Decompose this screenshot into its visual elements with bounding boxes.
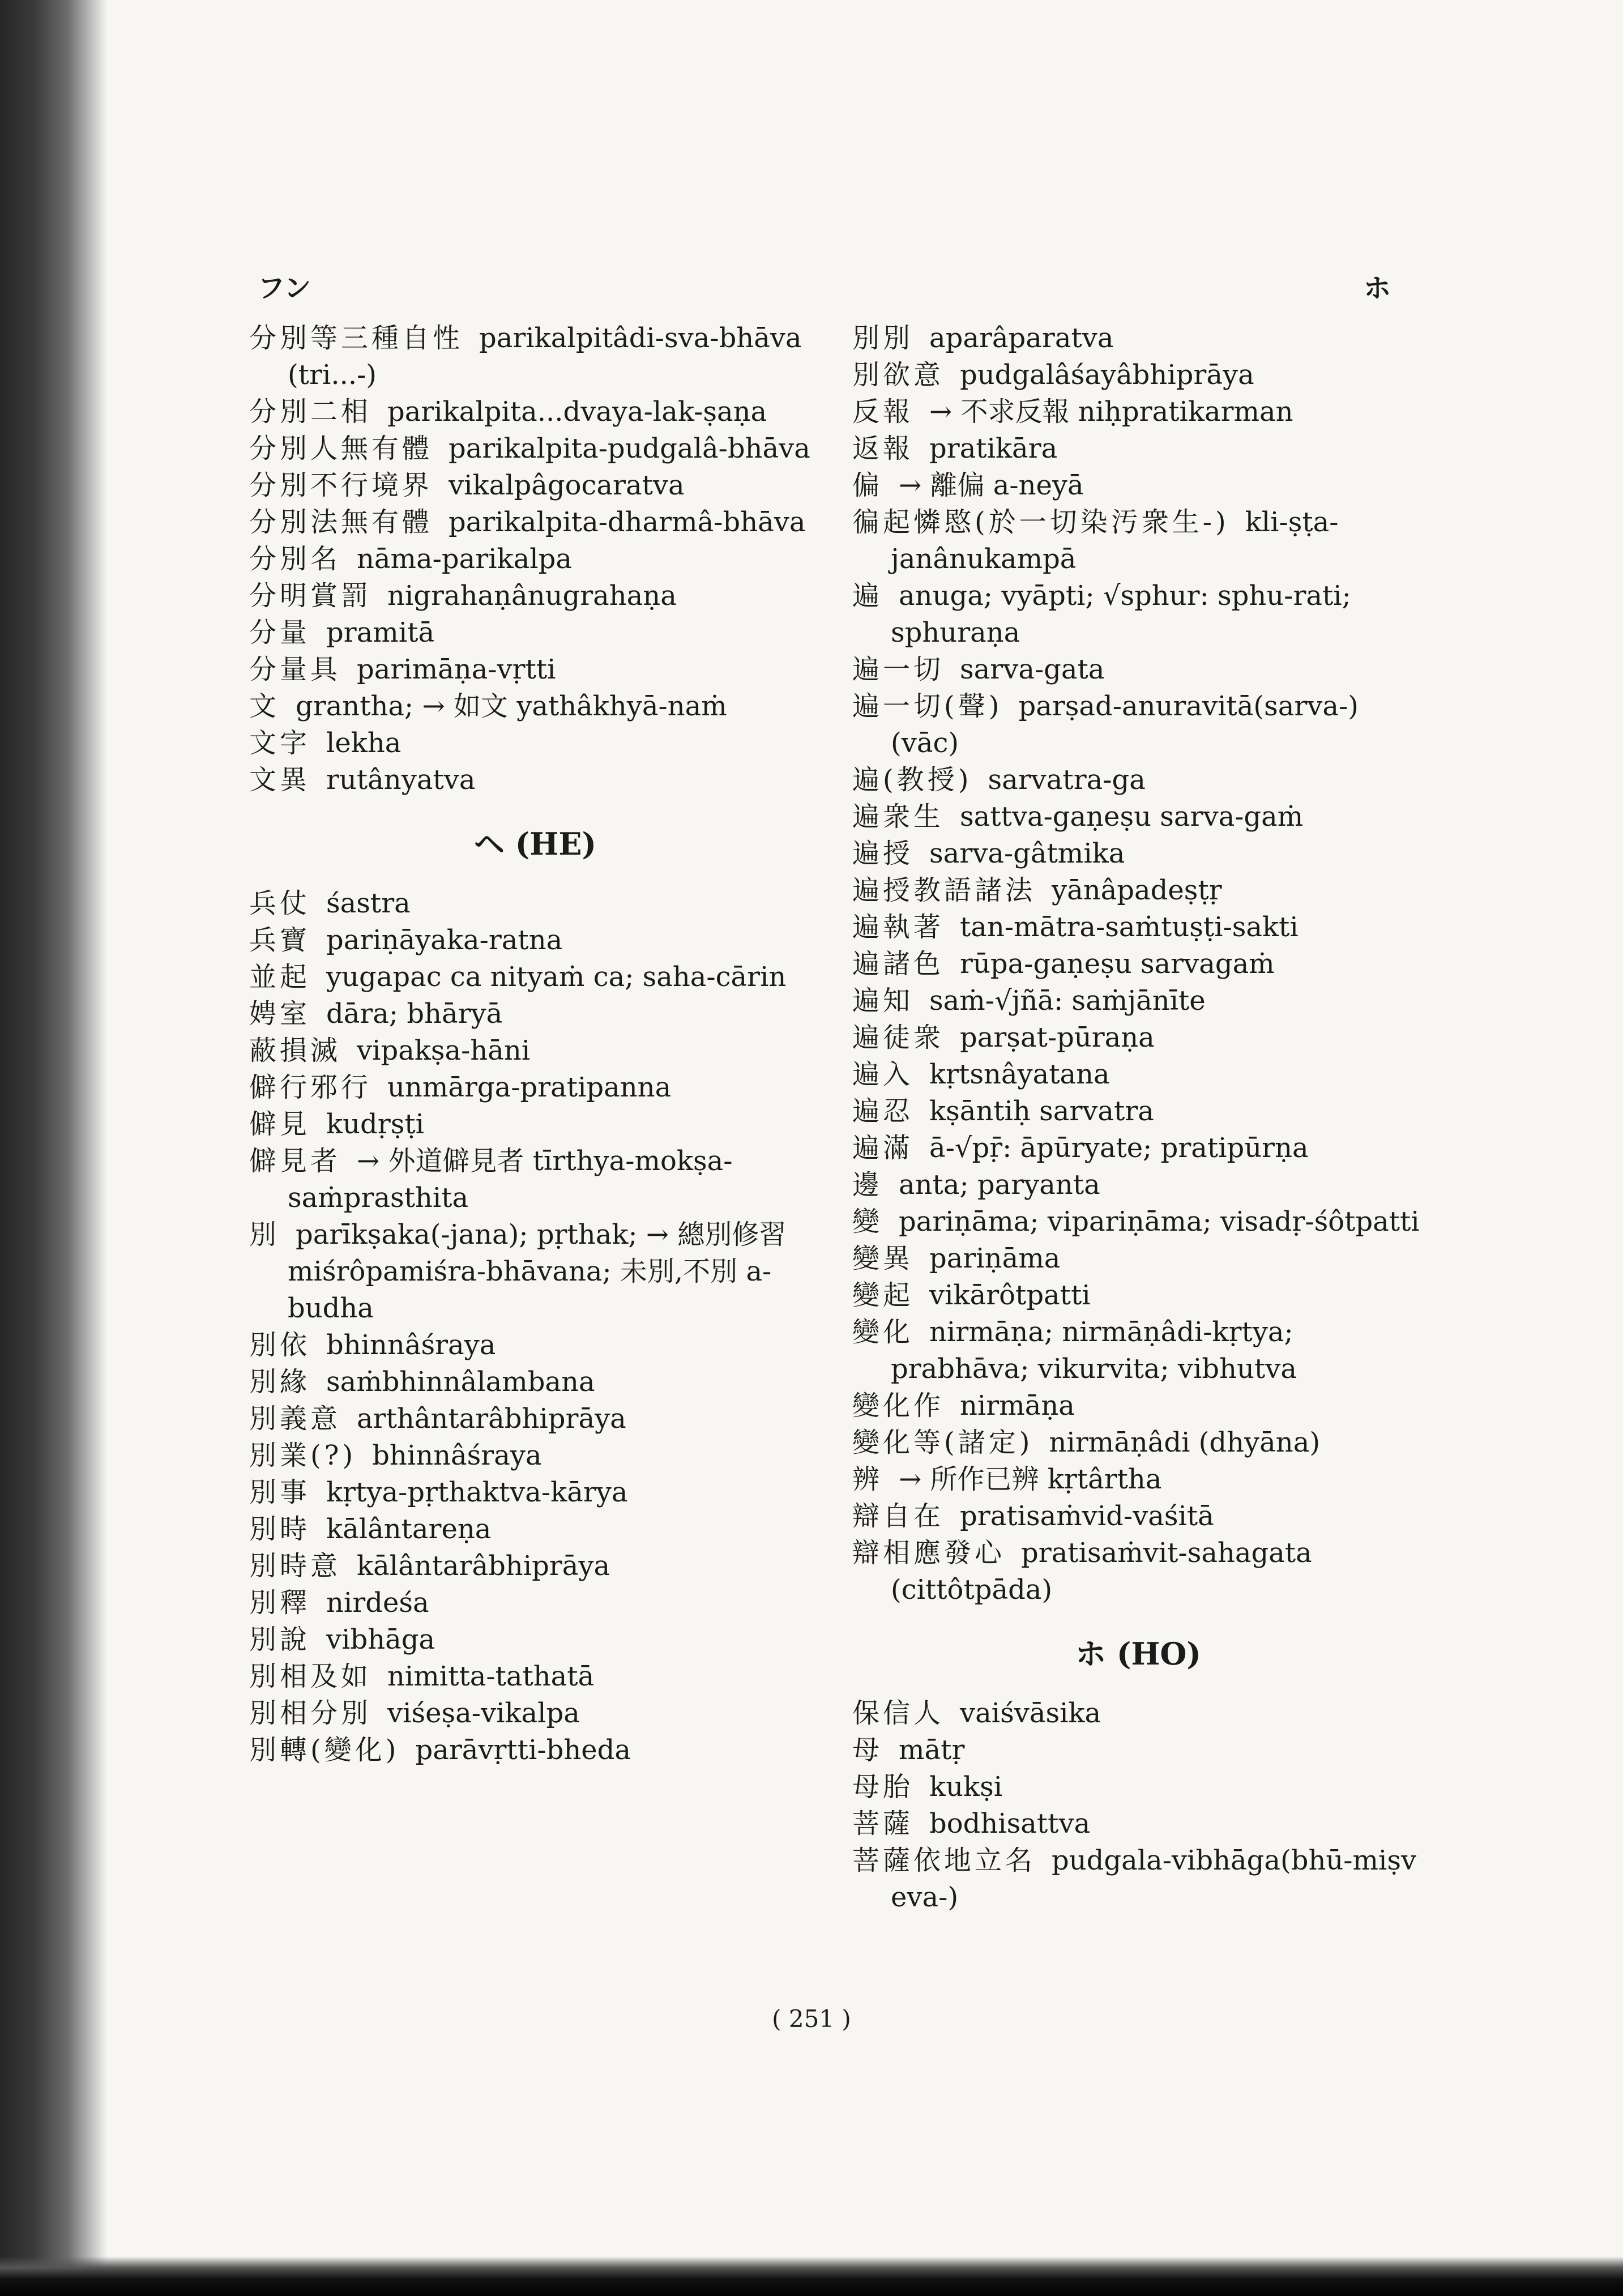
- dictionary-entry: [852, 1498, 1424, 1535]
- entry-headword: 並起: [249, 961, 311, 993]
- dictionary-entry: [249, 885, 821, 922]
- dictionary-entry: [852, 651, 1424, 688]
- entry-headword: 兵寶: [249, 924, 311, 956]
- entry-sanskrit: → 所作已辨 kṛtârtha: [899, 1463, 1162, 1495]
- dictionary-entry: [852, 1130, 1424, 1167]
- entry-sanskrit: nirmāṇâdi (dhyāna): [1049, 1427, 1321, 1458]
- entry-headword: 分別名: [249, 543, 341, 575]
- entry-headword: 變化作: [852, 1390, 945, 1422]
- entry-headword: 別事: [249, 1476, 311, 1508]
- entry-headword: 文異: [249, 764, 311, 796]
- entry-headword: 別業(?): [249, 1440, 357, 1471]
- entry-sanskrit: parikalpita...dvaya-lak-ṣaṇa: [387, 396, 767, 428]
- entry-sanskrit: pramitā: [326, 617, 435, 648]
- dictionary-entry: [852, 1167, 1424, 1204]
- entry-headword: 菩薩: [852, 1808, 914, 1840]
- dictionary-entry: [249, 959, 821, 996]
- dictionary-entry: [852, 1093, 1424, 1130]
- entry-sanskrit: → 離偏 a-neyā: [899, 470, 1084, 501]
- dictionary-entry: [249, 320, 821, 394]
- entry-sanskrit: lekha: [326, 727, 402, 759]
- entry-sanskrit: bodhisattva: [929, 1808, 1091, 1840]
- entry-headword: 別緣: [249, 1366, 311, 1398]
- entry-sanskrit: parṣat-pūraṇa: [960, 1022, 1155, 1053]
- entry-sanskrit: sattva-gaṇeṣu sarva-gaṁ: [960, 801, 1304, 833]
- entry-headword: 遍一切(聲): [852, 690, 1003, 722]
- entry-headword: 別時意: [249, 1550, 341, 1582]
- dictionary-entry: [852, 578, 1424, 651]
- entry-sanskrit: pariṇāma; vipariṇāma; visadṛ-śôtpatti: [899, 1206, 1420, 1237]
- entry-sanskrit: viśeṣa-vikalpa: [387, 1697, 580, 1729]
- entry-headword: 別相分別: [249, 1697, 372, 1729]
- dictionary-entry: [249, 1106, 821, 1143]
- entry-headword: 變化: [852, 1316, 914, 1348]
- dictionary-entry: [852, 1695, 1424, 1732]
- entry-headword: 遍執著: [852, 911, 945, 943]
- dictionary-entry: [852, 909, 1424, 946]
- dictionary-entry: [249, 578, 821, 614]
- entry-headword: 徧起憐愍(於一切染汚衆生-): [852, 506, 1229, 538]
- dictionary-entry: [852, 983, 1424, 1019]
- entry-sanskrit: → 外道僻見者 tīrthya-mokṣa-saṁprasthita: [288, 1145, 733, 1214]
- dictionary-entry: [852, 1388, 1424, 1424]
- entry-sanskrit: pariṇāyaka-ratna: [326, 924, 563, 956]
- entry-sanskrit: śastra: [326, 887, 411, 919]
- dictionary-entry: [852, 1842, 1424, 1916]
- entry-headword: 分別二相: [249, 396, 372, 428]
- scan-shadow-left: [0, 0, 108, 2296]
- dictionary-entry: [852, 1424, 1424, 1461]
- entry-sanskrit: parimāṇa-vṛtti: [357, 654, 556, 685]
- dictionary-entry: [249, 1621, 821, 1658]
- entry-sanskrit: parīkṣaka(-jana); pṛthak; → 總別修習 miśrôpamiśra-bhāvana; 未別,不別 a-budha: [288, 1219, 787, 1324]
- entry-sanskrit: kālântareṇa: [326, 1513, 492, 1545]
- entry-sanskrit: pratisaṁvid-vaśitā: [960, 1500, 1214, 1532]
- dictionary-entry: [852, 1204, 1424, 1240]
- dictionary-entry: [852, 1461, 1424, 1498]
- entry-sanskrit: nāma-parikalpa: [357, 543, 572, 575]
- entry-headword: 變起: [852, 1279, 914, 1311]
- entry-sanskrit: kudṛṣṭi: [326, 1108, 424, 1140]
- entry-sanskrit: kukṣi: [929, 1771, 1003, 1803]
- entry-headword: 遍授: [852, 838, 914, 869]
- entry-sanskrit: vikārôtpatti: [929, 1279, 1091, 1311]
- dictionary-entry: [852, 946, 1424, 983]
- entry-headword: 僻見者: [249, 1145, 341, 1177]
- entry-sanskrit: mātṛ: [899, 1734, 965, 1766]
- entry-sanskrit: bhinnâśraya: [326, 1329, 496, 1361]
- entry-headword: 別欲意: [852, 359, 945, 391]
- entry-sanskrit: pratikāra: [929, 433, 1058, 464]
- entry-headword: 文字: [249, 727, 311, 759]
- entry-sanskrit: yānâpadeṣṭṛ: [1052, 874, 1222, 906]
- entry-sanskrit: nimitta-tathatā: [387, 1661, 595, 1692]
- dictionary-entry: [852, 872, 1424, 909]
- entry-headword: 變化等(諸定): [852, 1427, 1033, 1458]
- dictionary-entry: [852, 467, 1424, 504]
- entry-sanskrit: arthântarâbhiprāya: [357, 1403, 626, 1435]
- entry-sanskrit: vaiśvāsika: [960, 1697, 1101, 1729]
- entry-headword: 別說: [249, 1624, 311, 1655]
- entry-sanskrit: sarvatra-ga: [988, 764, 1146, 796]
- scan-shadow-bottom: [0, 2256, 1623, 2296]
- entry-sanskrit: ā-√pṝ: āpūryate; pratipūrṇa: [929, 1132, 1309, 1164]
- entry-headword: 別相及如: [249, 1661, 372, 1692]
- section-heading: ヘ (HE): [473, 826, 597, 862]
- dictionary-entry: [852, 394, 1424, 430]
- dictionary-entry: [852, 1535, 1424, 1608]
- dictionary-entry: [249, 1143, 821, 1217]
- dictionary-entry: [249, 430, 821, 467]
- entry-headword: 反報: [852, 396, 914, 428]
- dictionary-entry: [249, 504, 821, 541]
- dictionary-entry: [852, 504, 1424, 578]
- entry-headword: 別義意: [249, 1403, 341, 1435]
- entry-sanskrit: nirdeśa: [326, 1587, 429, 1619]
- entry-headword: 別時: [249, 1513, 311, 1545]
- entry-headword: 僻見: [249, 1108, 311, 1140]
- entry-headword: 別依: [249, 1329, 311, 1361]
- entry-headword: 辯自在: [852, 1500, 945, 1532]
- dictionary-entry: [249, 1695, 821, 1732]
- dictionary-entry: [852, 835, 1424, 872]
- entry-headword: 別別: [852, 322, 914, 354]
- entry-sanskrit: kṛtya-pṛthaktva-kārya: [326, 1476, 628, 1508]
- entry-sanskrit: tan-mātra-saṁtuṣṭi-sakti: [960, 911, 1299, 943]
- dictionary-entry: [852, 1056, 1424, 1093]
- dictionary-entry: [852, 1240, 1424, 1277]
- section-heading: ホ (HO): [1075, 1636, 1201, 1672]
- entry-sanskrit: pratisaṁvit-sahagata (cittôtpāda): [891, 1537, 1312, 1606]
- entry-headword: 遍(教授): [852, 764, 972, 796]
- entry-headword: 遍知: [852, 985, 914, 1017]
- dictionary-entry: [852, 1732, 1424, 1769]
- entry-sanskrit: dāra; bhāryā: [326, 998, 503, 1030]
- entry-sanskrit: pudgala-vibhāga(bhū-miṣv eva-): [891, 1845, 1417, 1913]
- entry-headword: 變: [852, 1206, 883, 1237]
- entry-sanskrit: unmārga-pratipanna: [387, 1072, 672, 1103]
- dictionary-entry: [249, 651, 821, 688]
- entry-sanskrit: nirmāṇa; nirmāṇâdi-kṛtya; prabhāva; vikurvita; vibhutva: [891, 1316, 1297, 1385]
- dictionary-entry: [852, 357, 1424, 394]
- entry-headword: 分明賞罰: [249, 580, 372, 612]
- entry-headword: 返報: [852, 433, 914, 464]
- dictionary-entry: [249, 1732, 821, 1769]
- entry-sanskrit: pariṇāma: [929, 1243, 1061, 1274]
- entry-headword: 遍忍: [852, 1095, 914, 1127]
- entry-sanskrit: rūpa-gaṇeṣu sarvagaṁ: [960, 948, 1275, 980]
- dictionary-entry: [852, 430, 1424, 467]
- entry-sanskrit: sarva-gata: [960, 654, 1105, 685]
- dictionary-entry: [249, 922, 821, 959]
- dictionary-entry: [852, 762, 1424, 799]
- entry-headword: 分別等三種自性: [249, 322, 464, 354]
- dictionary-entry: [249, 1364, 821, 1401]
- entry-headword: 遍徒衆: [852, 1022, 945, 1053]
- dictionary-entry: [249, 394, 821, 430]
- left-column: [249, 320, 821, 1769]
- entry-sanskrit: saṁ-√jñā: saṁjānīte: [929, 985, 1206, 1017]
- entry-headword: 辯相應發心: [852, 1537, 1006, 1569]
- entry-sanskrit: parikalpita-dharmâ-bhāva: [449, 506, 806, 538]
- entry-headword: 保信人: [852, 1697, 945, 1729]
- entry-sanskrit: pudgalâśayâbhiprāya: [960, 359, 1254, 391]
- entry-headword: 別轉(變化): [249, 1734, 400, 1766]
- entry-headword: 邊: [852, 1169, 883, 1201]
- dictionary-entry: [249, 1327, 821, 1364]
- dictionary-entry: [852, 1019, 1424, 1056]
- dictionary-entry: [249, 1069, 821, 1106]
- entry-sanskrit: parāvṛtti-bheda: [415, 1734, 631, 1766]
- dictionary-entry: [852, 1314, 1424, 1388]
- entry-sanskrit: kli-ṣṭa-janânukampā: [891, 506, 1339, 575]
- running-head-left: フン: [258, 272, 311, 304]
- entry-headword: 遍授教語諸法: [852, 874, 1036, 906]
- entry-headword: 遍: [852, 580, 883, 612]
- dictionary-entry: [249, 725, 821, 762]
- entry-headword: 遍滿: [852, 1132, 914, 1164]
- dictionary-entry: [249, 1474, 821, 1511]
- dictionary-entry: [249, 996, 821, 1032]
- entry-headword: 分別法無有體: [249, 506, 433, 538]
- dictionary-entry: [249, 1032, 821, 1069]
- entry-sanskrit: parikalpitâdi-sva-bhāva (tri...-): [288, 322, 802, 391]
- dictionary-entry: [249, 1511, 821, 1548]
- dictionary-entry: [249, 1548, 821, 1585]
- entry-headword: 分別人無有體: [249, 433, 433, 464]
- entry-headword: 蔽損滅: [249, 1035, 341, 1066]
- entry-sanskrit: anuga; vyāpti; √sphur: sphu-rati; sphuraṇa: [891, 580, 1351, 648]
- entry-sanskrit: saṁbhinnâlambana: [326, 1366, 595, 1398]
- entry-headword: 兵仗: [249, 887, 311, 919]
- entry-sanskrit: → 不求反報 niḥpratikarman: [929, 396, 1293, 428]
- entry-headword: 分別不行境界: [249, 470, 433, 501]
- entry-sanskrit: rutânyatva: [326, 764, 476, 796]
- dictionary-entry: [852, 1806, 1424, 1842]
- entry-headword: 文: [249, 690, 280, 722]
- dictionary-entry: [852, 688, 1424, 762]
- dictionary-entry: [249, 467, 821, 504]
- page-number: ( 251 ): [772, 2005, 851, 2033]
- dictionary-entry: [852, 1769, 1424, 1806]
- dictionary-entry: [249, 541, 821, 578]
- entry-headword: 母胎: [852, 1771, 914, 1803]
- dictionary-entry: [249, 762, 821, 799]
- entry-headword: 遍一切: [852, 654, 945, 685]
- entry-headword: 遍衆生: [852, 801, 945, 833]
- entry-sanskrit: kālântarâbhiprāya: [357, 1550, 610, 1582]
- dictionary-entry: [249, 688, 821, 725]
- entry-sanskrit: anta; paryanta: [899, 1169, 1100, 1201]
- entry-headword: 分量具: [249, 654, 341, 685]
- entry-sanskrit: vipakṣa-hāni: [357, 1035, 531, 1066]
- entry-sanskrit: aparâparatva: [929, 322, 1114, 354]
- entry-sanskrit: vibhāga: [326, 1624, 435, 1655]
- entry-sanskrit: bhinnâśraya: [372, 1440, 542, 1471]
- entry-sanskrit: nirmāṇa: [960, 1390, 1075, 1422]
- entry-headword: 分量: [249, 617, 311, 648]
- entry-headword: 偏: [852, 470, 883, 501]
- dictionary-entry: [852, 799, 1424, 835]
- entry-sanskrit: sarva-gâtmika: [929, 838, 1125, 869]
- entry-sanskrit: vikalpâgocaratva: [449, 470, 685, 501]
- entry-headword: 辨: [852, 1463, 883, 1495]
- running-head-right: ホ: [1363, 272, 1391, 304]
- entry-sanskrit: kṛtsnâyatana: [929, 1059, 1110, 1090]
- dictionary-entry: [249, 1401, 821, 1437]
- entry-sanskrit: yugapac ca nityaṁ ca; saha-cārin: [326, 961, 787, 993]
- entry-headword: 娉室: [249, 998, 311, 1030]
- entry-sanskrit: parikalpita-pudgalâ-bhāva: [449, 433, 810, 464]
- entry-headword: 遍諸色: [852, 948, 945, 980]
- dictionary-entry: [249, 614, 821, 651]
- entry-headword: 母: [852, 1734, 883, 1766]
- entry-headword: 遍入: [852, 1059, 914, 1090]
- dictionary-entry: [249, 1658, 821, 1695]
- right-column: [852, 320, 1424, 1916]
- dictionary-entry: [852, 320, 1424, 357]
- entry-sanskrit: kṣāntiḥ sarvatra: [929, 1095, 1154, 1127]
- entry-sanskrit: grantha; → 如文 yathâkhyā-naṁ: [296, 690, 727, 722]
- dictionary-entry: [852, 1277, 1424, 1314]
- entry-headword: 僻行邪行: [249, 1072, 372, 1103]
- dictionary-entry: [249, 1217, 821, 1327]
- dictionary-entry: [249, 1437, 821, 1474]
- entry-headword: 菩薩依地立名: [852, 1845, 1036, 1876]
- entry-headword: 別: [249, 1219, 280, 1251]
- entry-sanskrit: parṣad-anuravitā(sarva-) (vāc): [891, 690, 1359, 759]
- entry-headword: 別釋: [249, 1587, 311, 1619]
- entry-sanskrit: nigrahaṇânugrahaṇa: [387, 580, 677, 612]
- entry-headword: 變異: [852, 1243, 914, 1274]
- dictionary-entry: [249, 1585, 821, 1621]
